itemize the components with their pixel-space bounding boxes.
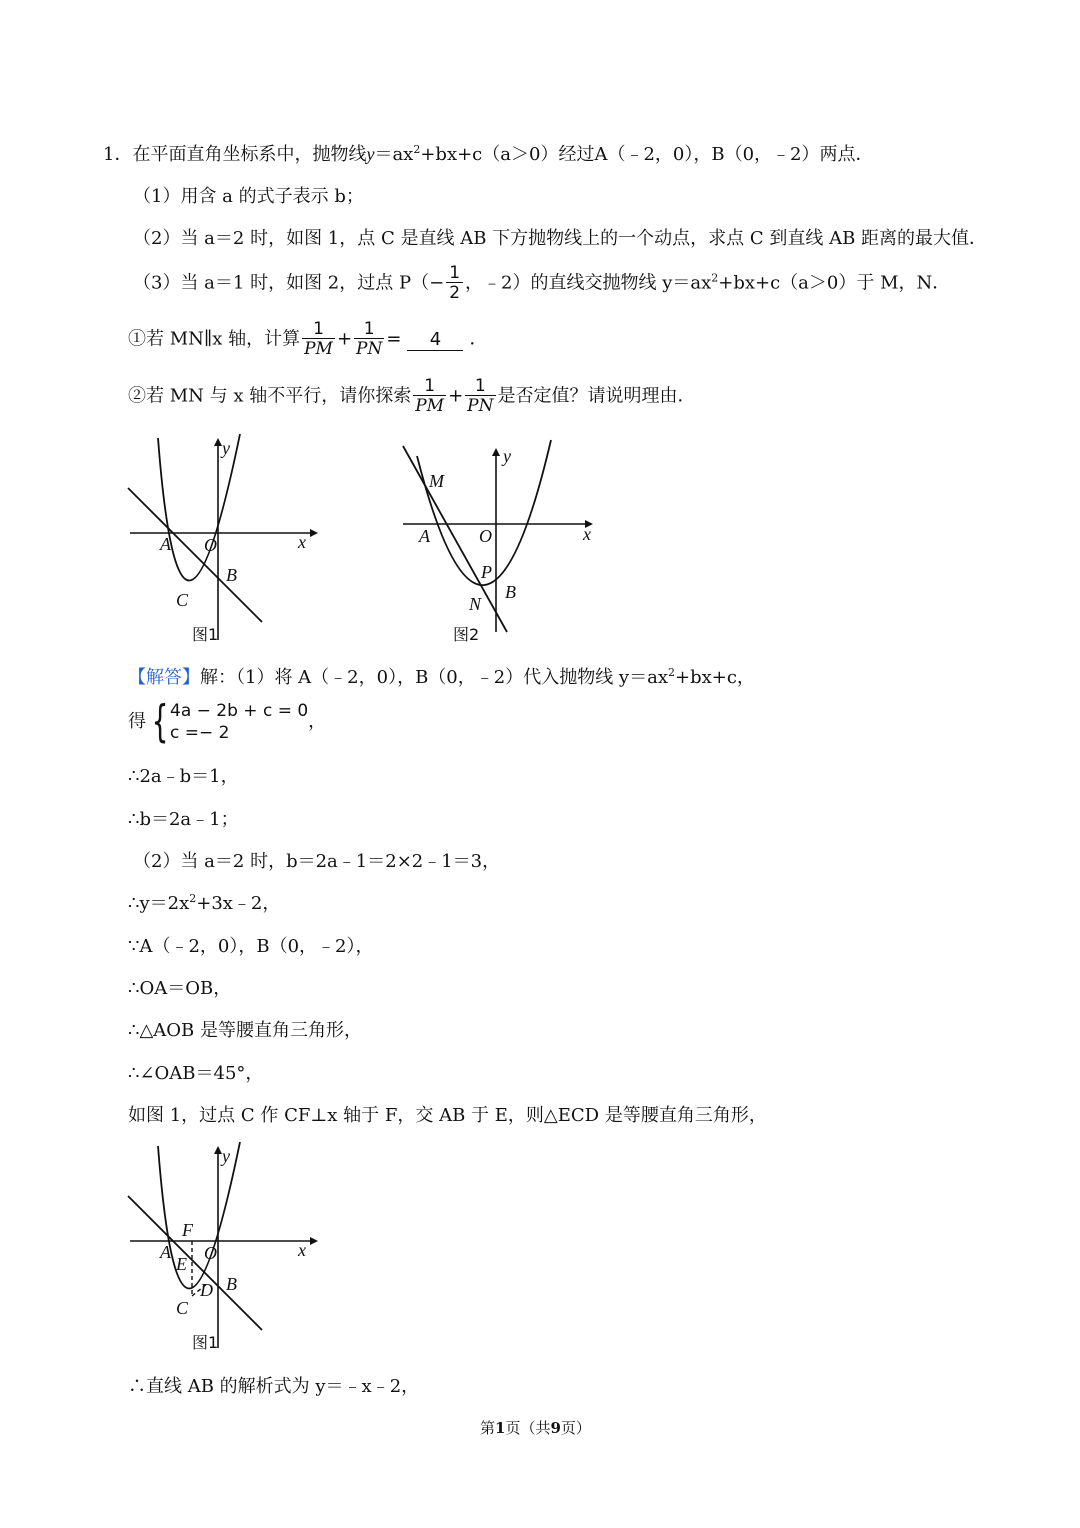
label-n: N <box>469 594 482 614</box>
figure-caption: 图2 <box>453 625 480 644</box>
label-f: F <box>182 1220 193 1240</box>
solution-line-12: ∴直线 AB 的解析式为 y＝﹣x﹣2， <box>128 1376 420 1397</box>
label-y: y <box>222 438 230 458</box>
solution-line-6: $\therefore y=2x^2+3x﹣2$， <box>128 892 281 914</box>
label-b: B <box>226 565 237 585</box>
solution-line-11: 如图 1，过点 C 作 CF⊥x 轴于 F，交 AB 于 E，则△ECD 是等腰直角三角形， <box>128 1105 767 1126</box>
solution-line-4: ∴b＝2a﹣1； <box>128 809 239 830</box>
fraction-1-pn: $\frac{1}{PN}$ <box>467 376 494 416</box>
label-x: x <box>298 532 306 552</box>
fraction-1-pn: $\frac{1}{PN}$ <box>356 319 383 359</box>
label-x: x <box>298 1240 306 1260</box>
label-o: O <box>479 526 492 546</box>
label-o: O <box>204 535 217 555</box>
figure-1 <box>120 430 330 650</box>
fraction-1-pm: $\frac{1}{PM}$ <box>304 319 333 359</box>
brace: { <box>151 696 169 747</box>
fraction-1-pm: $\frac{1}{PM}$ <box>415 376 445 416</box>
label-b: B <box>505 582 516 602</box>
solution-line-10: ∴∠OAB＝45°， <box>128 1063 264 1084</box>
label-y: y <box>222 1146 230 1166</box>
solution-equation-system: 得 { 4a − 2b + c = 0 c =− 2 ， <box>128 696 327 747</box>
question-1: （1）用含 a 的式子表示 b； <box>133 186 364 207</box>
label-a: A <box>419 526 430 546</box>
page-footer: 第1页（共9页） <box>480 1419 591 1437</box>
problem-stem: 1．在平面直角坐标系中，抛物线$y=ax^2+bx+c(a>0)$经过A（﹣2，0），B（0，﹣2）两点． <box>103 143 874 165</box>
answer-blank: 4 <box>407 329 463 351</box>
solution-line-7: ∵A（﹣2，0），B（0，﹣2）， <box>128 936 374 957</box>
label-o: O <box>204 1243 217 1263</box>
figure-caption: 图1 <box>192 625 219 644</box>
label-x: x <box>583 524 591 544</box>
figure-2 <box>395 432 610 650</box>
solution-tag: 【解答】 <box>128 667 200 688</box>
label-c: C <box>176 1298 189 1318</box>
figure-1-solution <box>120 1138 330 1360</box>
question-2: （2）当 a＝2 时，如图 1，点 C 是直线 AB 下方抛物线上的一个动点，求点 C 到直线 AB 距离的最大值． <box>133 228 988 249</box>
line-ab <box>128 1196 262 1330</box>
figure-caption: 图1 <box>192 1333 219 1352</box>
x-axis-arrow <box>310 1237 318 1245</box>
y-axis-arrow <box>492 448 500 456</box>
fraction-half: $\frac{1}{2}$ <box>446 264 463 303</box>
label-a: A <box>160 1242 171 1262</box>
line-ab <box>128 488 262 622</box>
label-d: D <box>200 1280 213 1300</box>
label-e: E <box>176 1254 187 1274</box>
label-y: y <box>503 446 511 466</box>
solution-line-8: ∴OA＝OB， <box>128 978 232 999</box>
x-axis-arrow <box>310 529 318 537</box>
label-m: M <box>429 471 444 491</box>
label-b: B <box>226 1274 237 1294</box>
solution-line-1: 【解答】解：（1）将 A（﹣2，0），B（0，﹣2）代入抛物线 $y=ax^2+bx+c$， <box>128 666 755 688</box>
label-p: P <box>481 562 492 582</box>
solution-line-5: （2）当 a＝2 时，b＝2a﹣1＝2×2﹣1＝3， <box>133 851 501 872</box>
sub-question-1: ①若 MN∥x 轴，计算 $\frac{1}{PM}$ + $\frac{1}{PN}$ = 4 ． <box>128 319 488 359</box>
y-axis-arrow <box>214 1146 222 1154</box>
solution-line-3: ∴2a﹣b＝1， <box>128 766 239 787</box>
label-c: C <box>176 590 189 610</box>
y-axis-arrow <box>214 438 222 446</box>
sub-question-2: ②若 MN 与 x 轴不平行，请你探索 $\frac{1}{PM}$ + $\frac{1}{PN}$ 是否定值？请说明理由． <box>128 376 696 416</box>
solution-line-9: ∴△AOB 是等腰直角三角形， <box>128 1020 362 1041</box>
label-a: A <box>160 534 171 554</box>
question-3: （3）当 a＝1 时，如图 2，过点 P（− $\frac{1}{2}$ ，﹣2）的直线交抛物线 $y=ax^2+bx+c(a>0)$于 M，N． <box>133 263 951 303</box>
